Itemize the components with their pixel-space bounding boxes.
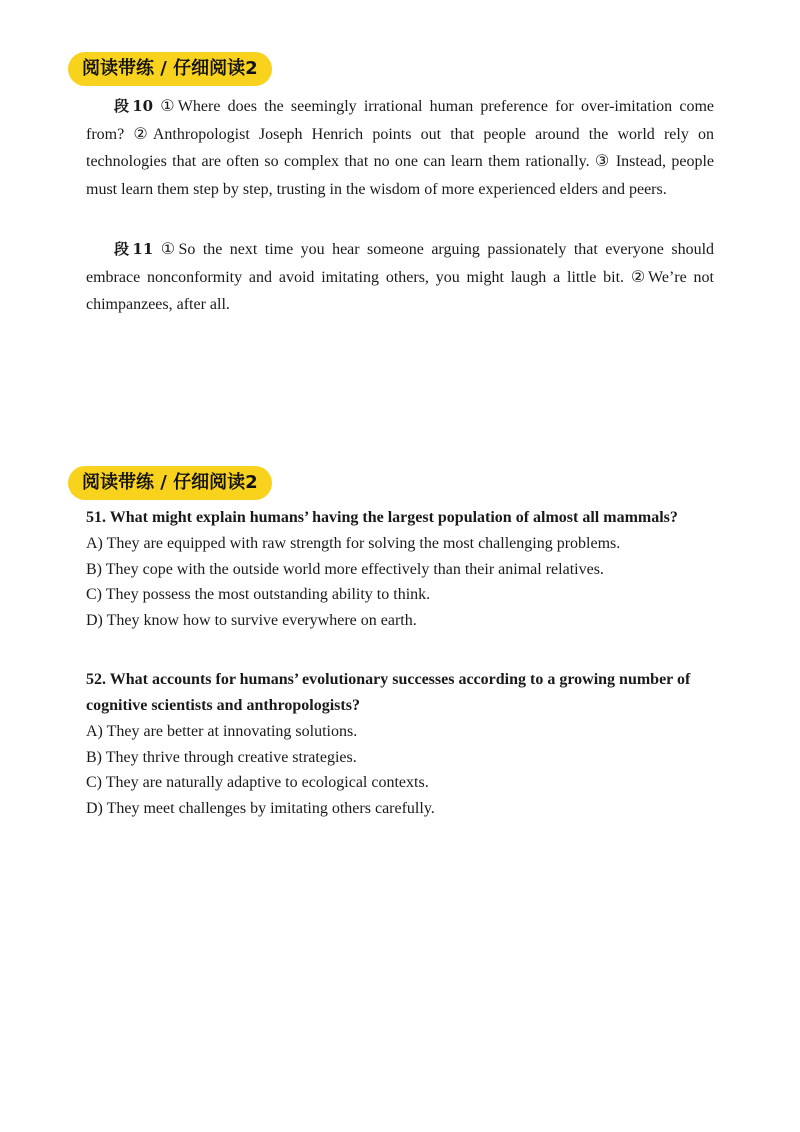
option-d: D) They meet challenges by imitating others carefully.	[86, 799, 435, 817]
option-c: C) They are naturally adaptive to ecological contexts.	[86, 774, 429, 791]
option-c: C) They possess the most outstanding ability to think.	[86, 586, 431, 603]
question-52	[86, 667, 714, 821]
option-d: D) They know how to survive everywhere on earth.	[86, 611, 417, 629]
paragraph-text: ①So the next time you hear someone arguing passionately that everyone should embrace nonconformity and avoid imitating others, you might laugh a little bit. ②We’re not chimpanzees, after all.	[86, 241, 715, 313]
option-a: A) They are better at innovating solutions.	[86, 723, 358, 740]
question-title: 52. What accounts for humans’ evolutionary successes according to a growing number of cognitive scientists and anthropologists?	[86, 671, 691, 714]
paragraph-number: 段10	[114, 97, 154, 115]
option-b: B) They cope with the outside world more effectively than their animal relatives.	[86, 560, 604, 578]
paragraph-text: ①Where does the seemingly irrational human preference for over-imitation come from? ②Anthropologist Joseph Henrich points out that people around the world rely on technologies that are often so complex that no one can learn them rationally. ③ Instead, people must learn them step by step, trusting in the wisdom of more experienced elders and peers.	[86, 98, 715, 198]
paragraph-10	[86, 93, 714, 203]
paragraph-number: 段11	[114, 240, 154, 258]
section-tag: 阅读带练 / 仔细阅读2	[68, 466, 272, 500]
paragraph-11	[86, 236, 714, 319]
option-b: B) They thrive through creative strategies.	[86, 748, 357, 766]
question-51	[86, 505, 714, 633]
section-tag: 阅读带练 / 仔细阅读2	[68, 52, 272, 86]
option-a: A) They are equipped with raw strength for solving the most challenging problems.	[86, 535, 621, 552]
question-title: 51. What might explain humans’ having the largest population of almost all mammals?	[86, 509, 678, 526]
